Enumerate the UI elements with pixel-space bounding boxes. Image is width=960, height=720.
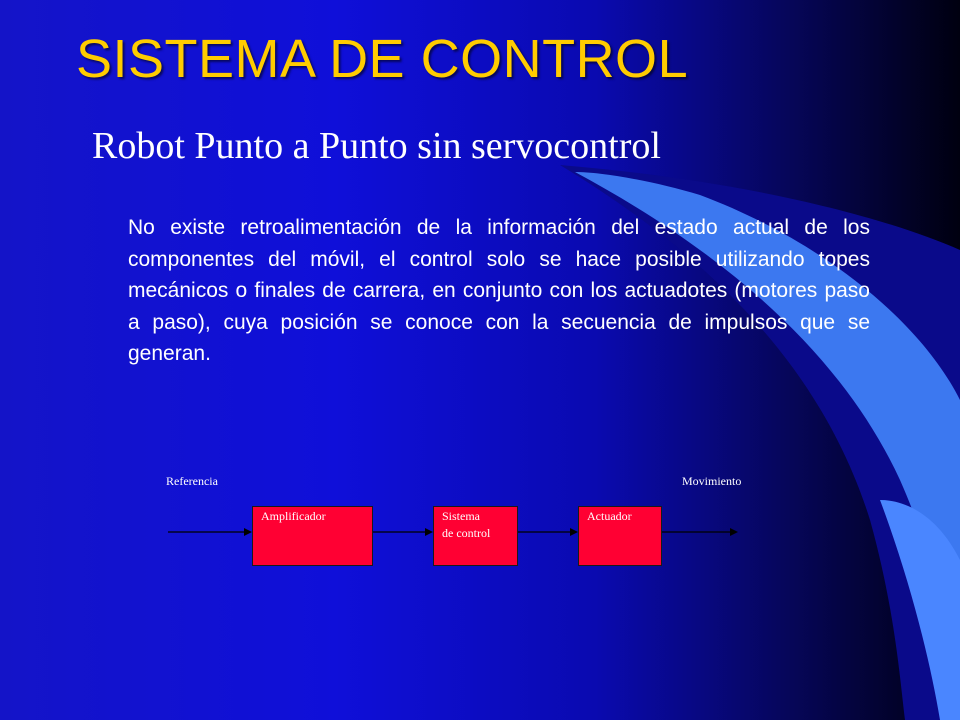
output-arrow [662, 526, 738, 538]
control-to-actuator-arrow [518, 526, 578, 538]
actuator-block [578, 506, 662, 566]
amplifier-block [252, 506, 373, 566]
body-paragraph: No existe retroalimentación de la información del estado actual de los componentes del móvil, el control solo se hace posible utilizando topes mecánicos o finales de carrera, en conjunto con los actuadotes (motores paso a paso), cuya posición se conoce con la secuencia de impulsos que se generan. [128, 216, 870, 365]
amplifier-to-control-arrow [373, 526, 433, 538]
amplifier-block-label: Amplificador [261, 509, 326, 523]
slide-title: SISTEMA DE CONTROL [76, 29, 689, 89]
input-arrow [168, 526, 252, 538]
control-system-block-label-line2: de control [442, 526, 491, 540]
input-label: Referencia [166, 474, 218, 488]
control-system-block [433, 506, 518, 566]
output-label: Movimiento [682, 474, 742, 488]
actuator-block-label: Actuador [587, 509, 632, 523]
control-system-block-label-line1: Sistema [442, 509, 480, 523]
slide-subtitle: Robot Punto a Punto sin servocontrol [92, 125, 661, 167]
